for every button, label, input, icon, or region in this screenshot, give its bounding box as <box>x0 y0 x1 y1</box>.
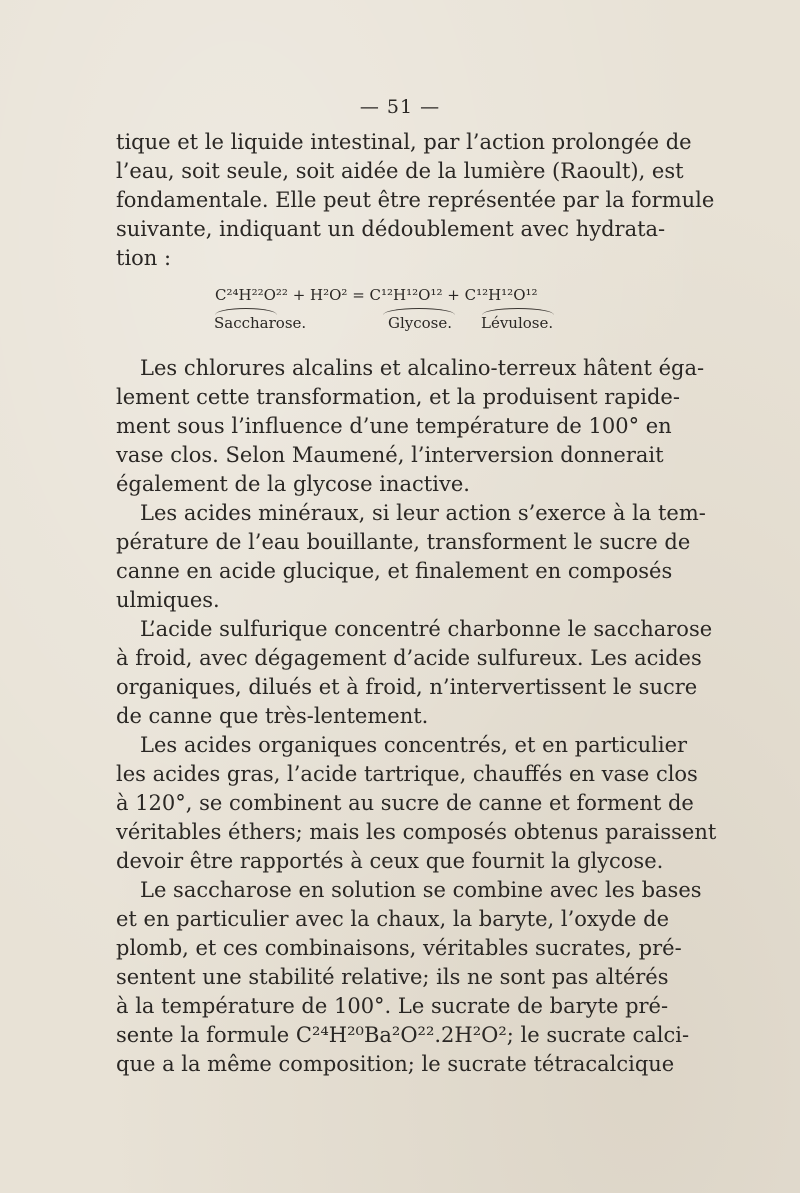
text-line: suivante, indiquant un dédoublement avec hydrata- <box>116 217 666 241</box>
text-line: pérature de l’eau bouillante, transforment le sucre de <box>116 530 691 554</box>
page-number: — 51 — <box>359 96 441 118</box>
text-line: Les chlorures alcalins et alcalino-terreux hâtent éga- <box>140 356 705 380</box>
text-line: ulmiques. <box>116 588 220 612</box>
text-line: véritables éthers; mais les composés obtenus paraissent <box>116 820 717 844</box>
paragraph-6 <box>116 876 702 1079</box>
text-line: et en particulier avec la chaux, la baryte, l’oxyde de <box>116 907 670 931</box>
label-levulose: Lévulose. <box>481 314 554 332</box>
text-line: devoir être rapportés à ceux que fournit la glycose. <box>116 849 664 873</box>
text-line: que a la même composition; le sucrate tétracalcique <box>116 1052 675 1076</box>
text-line: également de la glycose inactive. <box>116 472 470 496</box>
text-line: ment sous l’influence d’une température de 100° en <box>116 414 672 438</box>
paragraph-3 <box>116 499 706 615</box>
text-line: sentent une stabilité relative; ils ne sont pas altérés <box>116 965 669 989</box>
label-glycose: Glycose. <box>388 314 453 332</box>
paragraph-4 <box>116 615 713 731</box>
paragraph-2 <box>116 354 705 499</box>
text-line: Les acides minéraux, si leur action s’exerce à la tem- <box>140 501 706 525</box>
text-line: canne en acide glucique, et finalement en composés <box>116 559 673 583</box>
paragraph-1 <box>116 128 715 273</box>
text-line: L’acide sulfurique concentré charbonne le saccharose <box>140 617 713 641</box>
text-line: l’eau, soit seule, soit aidée de la lumière (Raoult), est <box>116 159 684 183</box>
text-line: de canne que très-lentement. <box>116 704 429 728</box>
text-line: tion : <box>116 246 172 270</box>
text-line: les acides gras, l’acide tartrique, chauffés en vase clos <box>116 762 698 786</box>
text-line: sente la formule C²⁴H²⁰Ba²O²².2H²O²; le sucrate calci- <box>116 1023 690 1047</box>
text-line: à la température de 100°. Le sucrate de baryte pré- <box>116 994 669 1018</box>
text-line: vase clos. Selon Maumené, l’interversion donnerait <box>116 443 664 467</box>
label-saccharose: Saccharose. <box>214 314 307 332</box>
formula-equation: C²⁴H²²O²² + H²O² = C¹²H¹²O¹² + C¹²H¹²O¹² <box>215 286 538 304</box>
text-line: à froid, avec dégagement d’acide sulfureux. Les acides <box>116 646 702 670</box>
text-line: fondamentale. Elle peut être représentée par la formule <box>116 188 715 212</box>
text-line: à 120°, se combinent au sucre de canne et forment de <box>116 791 694 815</box>
text-line: Les acides organiques concentrés, et en particulier <box>140 733 688 757</box>
text-line: organiques, dilués et à froid, n’intervertissent le sucre <box>116 675 698 699</box>
text-line: tique et le liquide intestinal, par l’action prolongée de <box>116 130 692 154</box>
text-line: plomb, et ces combinaisons, véritables sucrates, pré- <box>116 936 682 960</box>
text-line: Le saccharose en solution se combine avec les bases <box>140 878 702 902</box>
text-line: lement cette transformation, et la produisent rapide- <box>116 385 680 409</box>
paragraph-5 <box>116 731 717 876</box>
